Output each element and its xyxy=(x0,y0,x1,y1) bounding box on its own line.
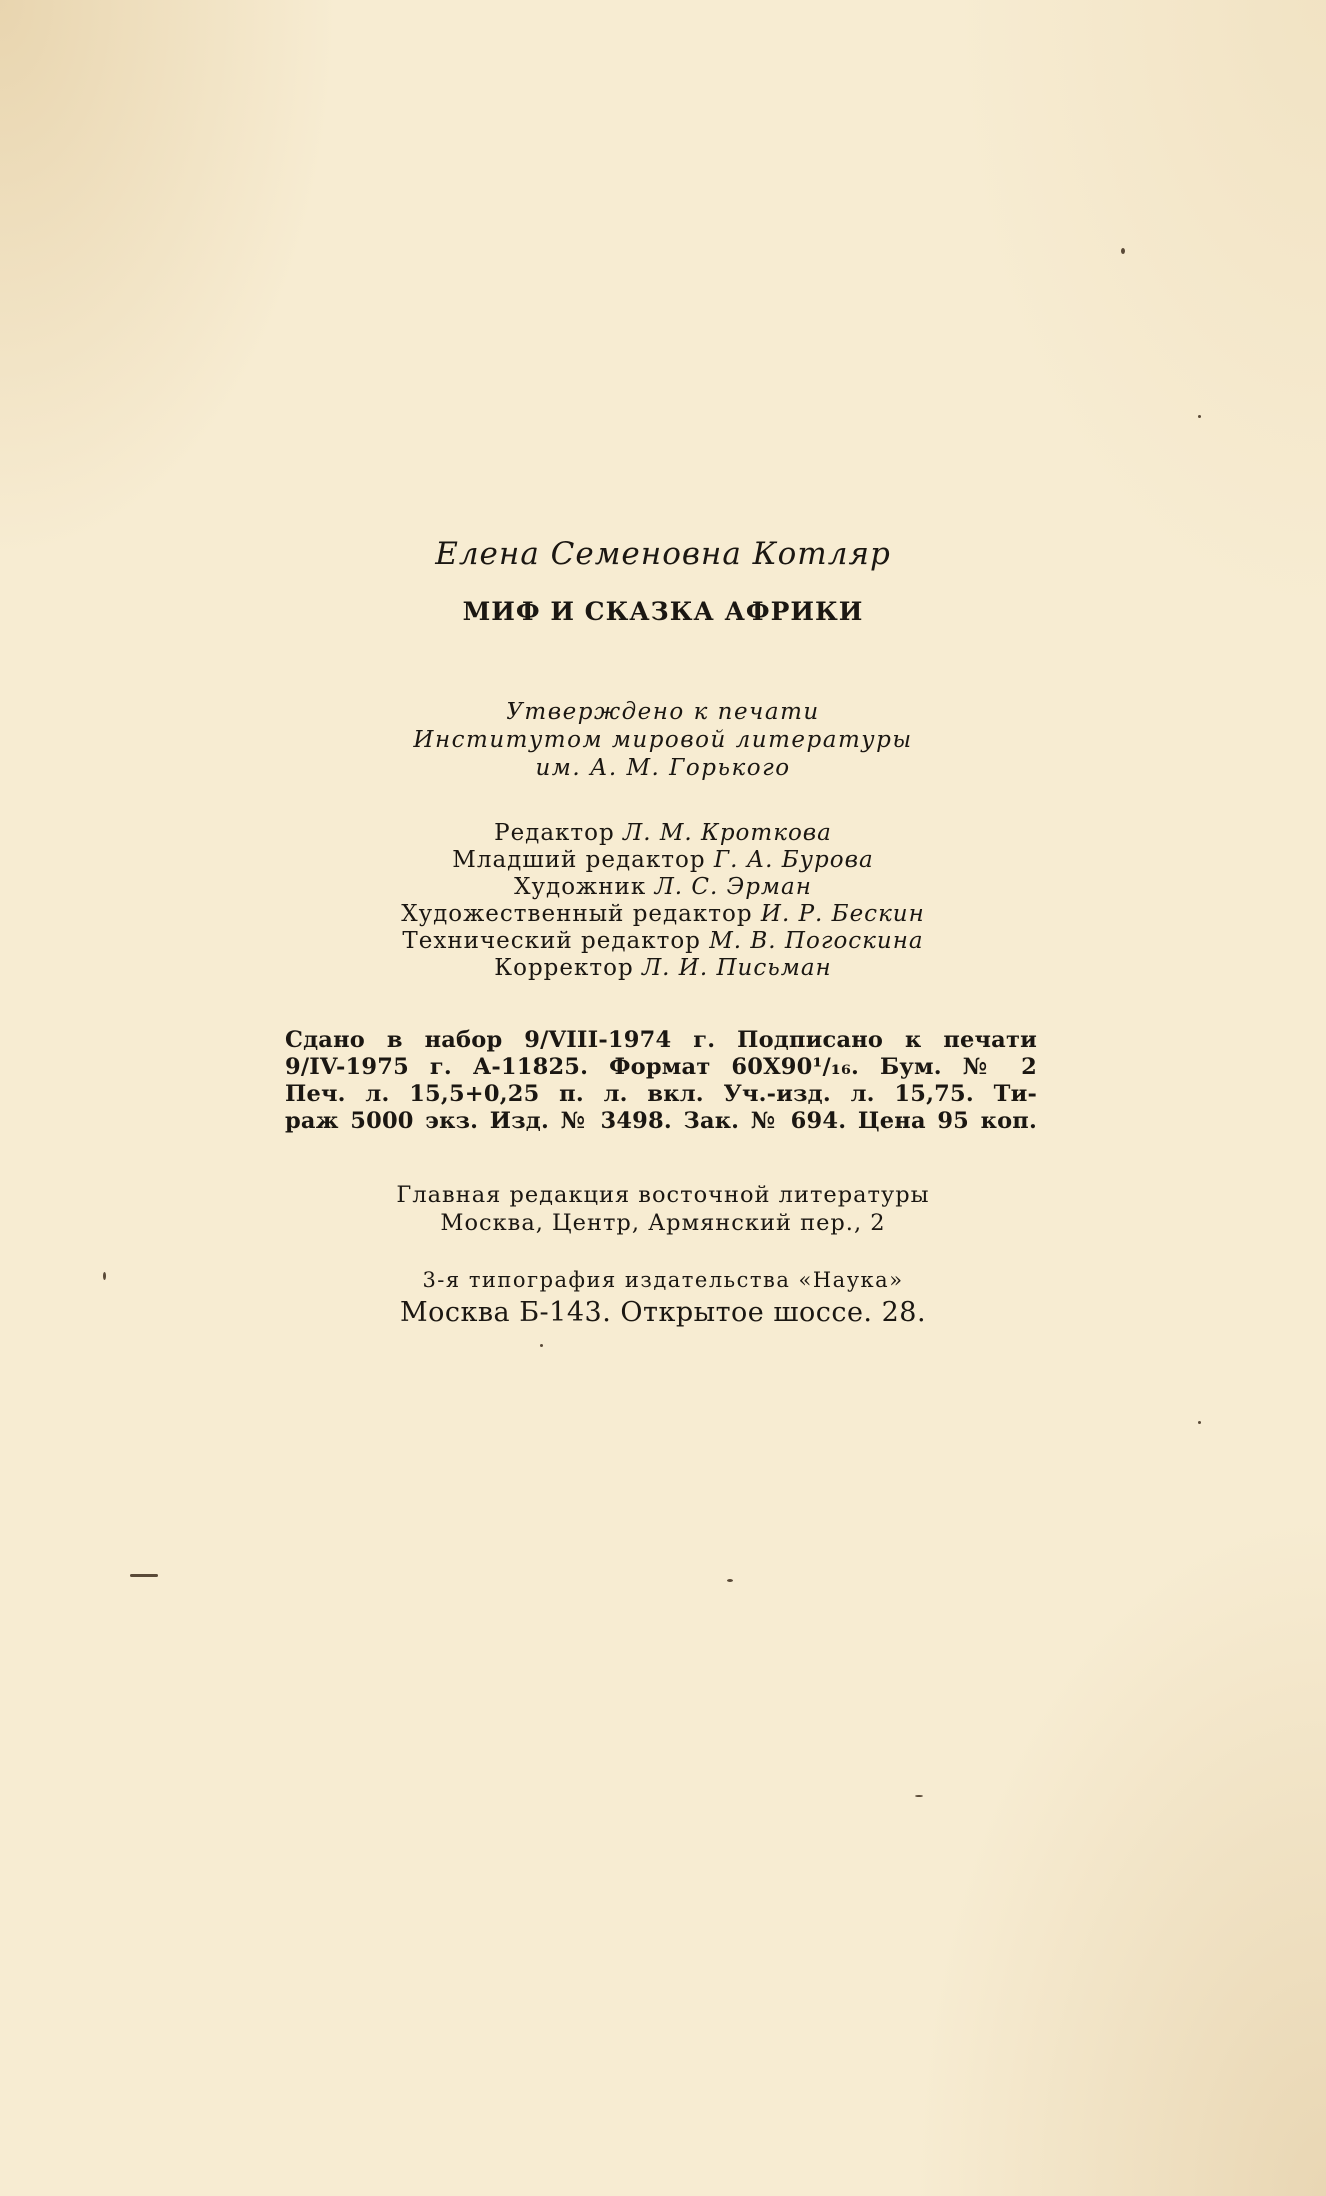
author-name: Елена Семеновна Котляр xyxy=(435,536,891,572)
paper-speck xyxy=(1198,1421,1201,1424)
paper-speck xyxy=(540,1344,543,1347)
credit-role: Редактор xyxy=(494,820,615,846)
credit-role: Художник xyxy=(514,874,647,900)
approval-line: Институтом мировой литературы xyxy=(413,727,913,753)
imprint-line: 9/IV-1975 г. А-11825. Формат 60X90¹/₁₆. Бум. № 2 xyxy=(285,1054,1037,1080)
credit-role: Технический редактор xyxy=(402,928,701,954)
imprint-line: Сдано в набор 9/VIII-1974 г. Подписано к печати xyxy=(285,1027,1037,1053)
print-imprint xyxy=(285,1027,1037,1135)
paper-speck xyxy=(1121,248,1125,254)
approval-block xyxy=(0,698,1326,782)
staff-credits xyxy=(0,820,1326,982)
paper-speck xyxy=(1198,415,1201,418)
credit-name: М. В. Погоскина xyxy=(709,928,924,954)
credit-row xyxy=(0,820,1326,847)
imprint-line: раж 5000 экз. Изд. № 3498. Зак. № 694. Цена 95 коп. xyxy=(285,1108,1037,1134)
credit-row xyxy=(0,847,1326,874)
credit-name: И. Р. Бескин xyxy=(760,901,925,927)
credit-name: Г. А. Бурова xyxy=(713,847,874,873)
credit-row xyxy=(0,928,1326,955)
paper-speck xyxy=(915,1795,923,1797)
approval-line: Утверждено к печати xyxy=(506,699,820,725)
publisher-line: Главная редакция восточной литературы xyxy=(396,1182,930,1208)
printer-address: Москва Б-143. Открытое шоссе. 28. xyxy=(399,1297,927,1328)
paper-speck xyxy=(727,1579,733,1582)
credit-name: Л. М. Кроткова xyxy=(623,820,832,846)
credit-role: Художественный редактор xyxy=(401,901,753,927)
credit-row xyxy=(0,955,1326,982)
credit-role: Корректор xyxy=(494,955,634,981)
credit-name: Л. И. Письман xyxy=(641,955,832,981)
credit-row xyxy=(0,901,1326,928)
paper-speck xyxy=(130,1574,158,1577)
book-title: МИФ И СКАЗКА АФРИКИ xyxy=(462,597,864,626)
publisher-address: Москва, Центр, Армянский пер., 2 xyxy=(440,1210,886,1236)
printer-name: 3-я типография издательства «Наука» xyxy=(422,1268,904,1292)
credit-name: Л. С. Эрман xyxy=(654,874,812,900)
approval-line: им. А. М. Горького xyxy=(535,755,791,781)
credit-row xyxy=(0,874,1326,901)
imprint-line: Печ. л. 15,5+0,25 п. л. вкл. Уч.-изд. л. 15,75. Ти- xyxy=(285,1081,1037,1107)
credit-role: Младший редактор xyxy=(452,847,706,873)
publisher-block xyxy=(0,1181,1326,1237)
